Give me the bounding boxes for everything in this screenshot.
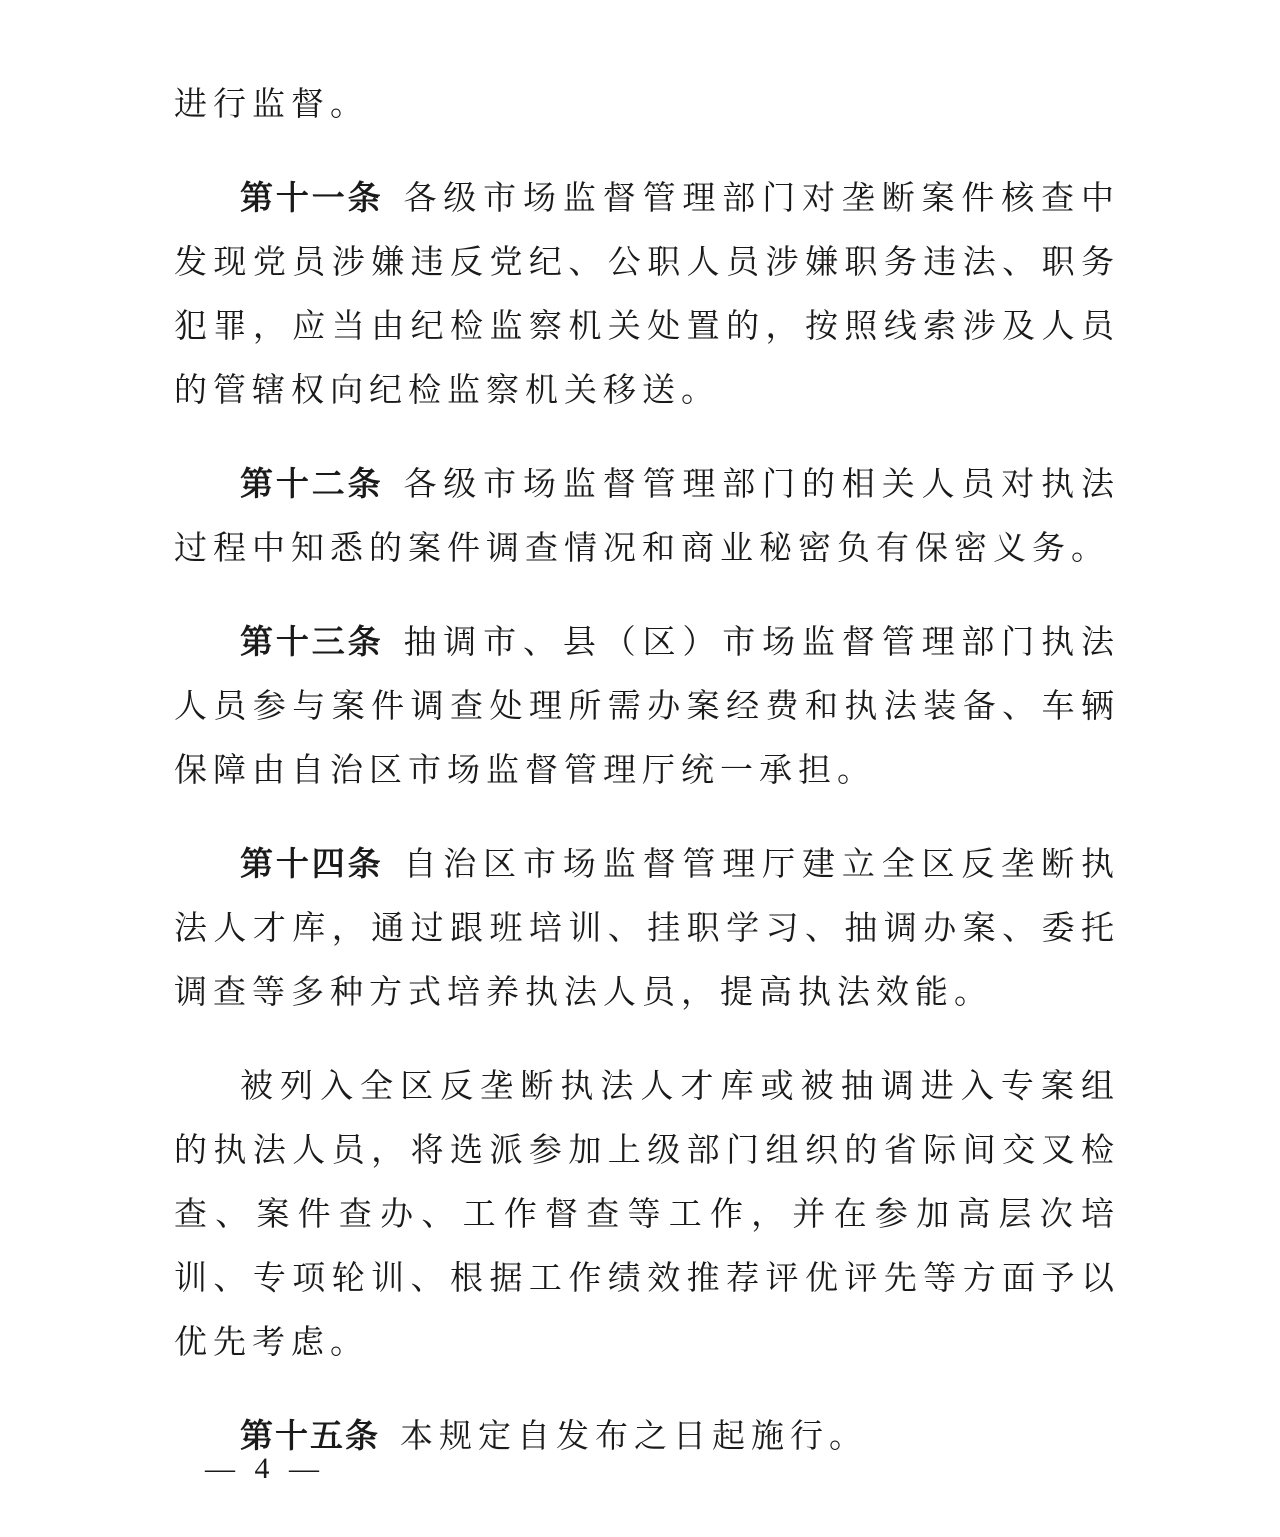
article-text: 各级市场监督管理部门对垄断案件核查中发现党员涉嫌违反党纪、公职人员涉嫌职务违法、职务犯罪，应当由纪检监察机关处置的，按照线索涉及人员的管辖权向纪检监察机关移送。 xyxy=(174,178,1121,409)
article-13 xyxy=(174,610,1120,802)
paragraph-text: 被列入全区反垄断执法人才库或被抽调进入专案组的执法人员，将选派参加上级部门组织的省际间交叉检查、案件查办、工作督查等工作，并在参加高层次培训、专项轮训、根据工作绩效推荐评优评先等方面予以优先考虑。 xyxy=(174,1066,1120,1361)
article-text: 自治区市场监督管理厅建立全区反垄断执法人才库，通过跟班培训、挂职学习、抽调办案、委托调查等多种方式培养执法人员，提高执法效能。 xyxy=(174,844,1121,1011)
article-12 xyxy=(174,452,1120,580)
article-number: 第十五条 xyxy=(240,1416,380,1455)
article-number: 第十三条 xyxy=(240,622,384,661)
article-text: 各级市场监督管理部门的相关人员对执法过程中知悉的案件调查情况和商业秘密负有保密义务。 xyxy=(174,464,1121,567)
article-11 xyxy=(174,166,1120,422)
paragraph-text: 进行监督。 xyxy=(174,84,369,123)
article-number: 第十二条 xyxy=(240,464,384,503)
article-text: 抽调市、县（区）市场监督管理部门执法人员参与案件调查处理所需办案经费和执法装备、车辆保障由自治区市场监督管理厅统一承担。 xyxy=(174,622,1121,789)
page-number: — 4 — xyxy=(205,1452,325,1485)
article-text: 本规定自发布之日起施行。 xyxy=(400,1416,868,1455)
paragraph-continuation xyxy=(174,72,1120,136)
document-body xyxy=(174,72,1120,1498)
article-number: 第十四条 xyxy=(240,844,384,883)
article-14-paragraph-2 xyxy=(174,1054,1120,1374)
article-14 xyxy=(174,832,1120,1024)
article-number: 第十一条 xyxy=(240,178,384,217)
